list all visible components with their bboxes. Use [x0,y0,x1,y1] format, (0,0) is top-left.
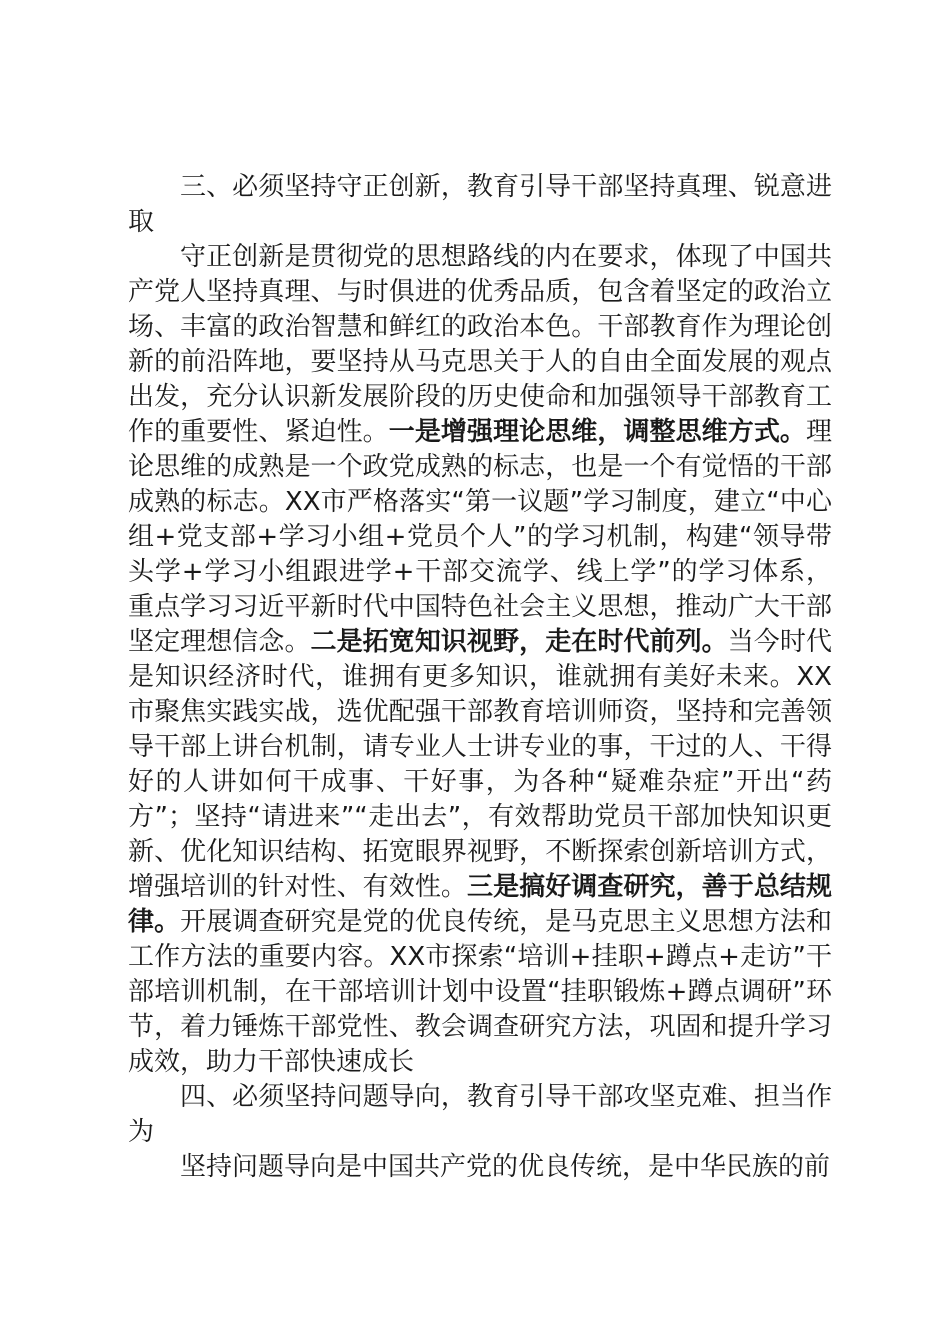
section-4-heading: 四、必须坚持问题导向，教育引导干部攻坚克难、担当作为 [128,1082,832,1147]
body-text: 理论思维的成熟是一个政党成熟的标志，也是一个有觉悟的干部成熟的标志。XX市严格落实“第一议题”学习制度，建立“中心组+党支部+学习小组+党员个人”的学习机制，构建“领导带头学+学习小组跟进学+干部交流学、线上学”的学习体系，重点学习习近平新时代中国特色社会主义思想，推动广大干部坚定理想信念。 [128,417,832,657]
body-text: 开展调查研究是党的优良传统，是马克思主义思想方法和工作方法的重要内容。XX市探索“培训+挂职+蹲点+走访”干部培训机制，在干部培训计划中设置“挂职锻炼+蹲点调研”环节，着力锤炼干部党性、教会调查研究方法，巩固和提升学习成效，助力干部快速成长 [128,907,832,1077]
body-text: 当今时代是知识经济时代，谁拥有更多知识，谁就拥有美好未来。XX市聚焦实践实战，选优配强干部教育培训师资，坚持和完善领导干部上讲台机制，请专业人士讲专业的事，干过的人、干得好的人讲如何干成事、干好事，为各种“疑难杂症”开出“药方”；坚持“请进来”“走出去”，有效帮助党员干部加快知识更新、优化知识结构、拓宽眼界视野，不断探索创新培训方式，增强培训的针对性、有效性。 [128,627,832,902]
body-text: 守正创新是贯彻党的思想路线的内在要求，体现了中国共产党人坚持真理、与时俱进的优秀品质，包含着坚定的政治立场、丰富的政治智慧和鲜红的政治本色。干部教育作为理论创新的前沿阵地，要坚持从马克思关于人的自由全面发展的观点出发，充分认识新发展阶段的历史使命和加强领导干部教育工作的重要性、紧迫性。 [128,242,832,447]
section-3-heading: 三、必须坚持守正创新，教育引导干部坚持真理、锐意进取 [128,172,832,237]
document-content [128,170,832,1185]
bold-point-3: 三是搞好调查研究，善于总结规律。 [128,872,832,937]
bold-point-1: 一是增强理论思维，调整思维方式。 [388,417,806,447]
section-3-body [128,240,832,1080]
section-4-body: 坚持问题导向是中国共产党的优良传统，是中华民族的前 [180,1152,831,1182]
bold-point-2: 二是拓宽知识视野，走在时代前列。 [310,627,728,657]
